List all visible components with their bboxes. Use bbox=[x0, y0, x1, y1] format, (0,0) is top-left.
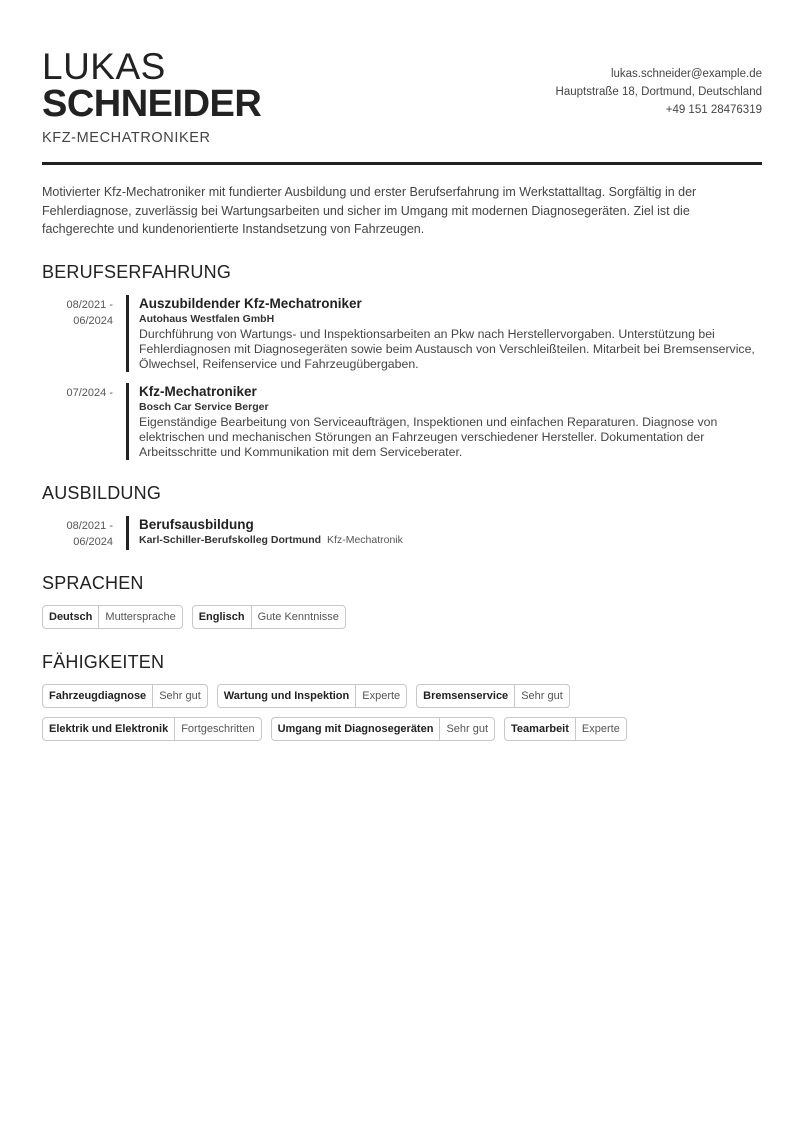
skill-name: Wartung und Inspektion bbox=[218, 685, 356, 707]
skill-tags bbox=[42, 684, 642, 741]
entry-dates bbox=[42, 295, 126, 372]
skill-tag bbox=[217, 684, 407, 708]
skill-level: Fortgeschritten bbox=[181, 722, 255, 735]
school-line bbox=[139, 533, 762, 548]
skill-name: Fahrzeugdiagnose bbox=[43, 685, 153, 707]
entry-body bbox=[126, 383, 762, 460]
company-name: Autohaus Westfalen GmbH bbox=[139, 312, 275, 325]
skill-level: Experte bbox=[362, 689, 401, 702]
date-end: 06/2024 bbox=[73, 314, 113, 327]
school-name: Karl-Schiller-Berufskolleg Dortmund bbox=[139, 533, 322, 546]
skill-tag bbox=[42, 717, 262, 741]
entry-body bbox=[126, 295, 762, 372]
section-title-languages: SPRACHEN bbox=[42, 572, 144, 593]
job-description: Eigenständige Bearbeitung von Serviceaufträgen, Inspektionen und einfachen Reparaturen. Diagnose von elektrischen und mechanischen Störungen an Fahrzeugen verschiedener Hersteller. Dokumentation der Arbeitsschritte und Kommunikation mit dem Serviceberater. bbox=[139, 414, 718, 459]
experience-entry bbox=[42, 295, 762, 372]
date-start: 08/2021 - bbox=[66, 519, 113, 532]
contact-phone[interactable]: +49 151 28476319 bbox=[665, 104, 762, 116]
job-description: Durchführung von Wartungs- und Inspektionsarbeiten an Pkw nach Herstellervorgaben. Unterstützung bei Fehlerdiagnosen mit Diagnosegeräten sowie beim Austausch von Verschleißteilen. Mitarbeit bei Bremsenservice, Ölwechsel, Reifenservice und Fahrzeugübergaben. bbox=[139, 326, 755, 371]
contact-address: Hauptstraße 18, Dortmund, Deutschland bbox=[555, 86, 762, 98]
date-end: 06/2024 bbox=[73, 535, 113, 548]
last-name: SCHNEIDER bbox=[42, 83, 262, 125]
date-start: 08/2021 - bbox=[66, 298, 113, 311]
skill-level: Sehr gut bbox=[446, 722, 489, 735]
job-role: Auszubildender Kfz-Mechatroniker bbox=[139, 295, 362, 311]
skill-level: Experte bbox=[581, 722, 620, 735]
profile-summary: Motivierter Kfz-Mechatroniker mit fundierter Ausbildung und erster Berufserfahrung im Werkstattalltag. Sorgfältig in der Fehlerdiagnose, zuverlässig bei Wartungsarbeiten und sicher im Umgang mit modernen Diagnosegeräten. Ziel ist die fachgerechte und kundenorientierte Instandsetzung von Fahrzeugen. bbox=[42, 185, 697, 236]
date-start: 07/2024 - bbox=[66, 386, 113, 399]
section-title-skills: FÄHIGKEITEN bbox=[42, 651, 165, 672]
section-title-education: AUSBILDUNG bbox=[42, 482, 162, 503]
language-level: Gute Kenntnisse bbox=[257, 610, 339, 623]
skill-tag bbox=[271, 717, 495, 741]
language-tag bbox=[192, 605, 346, 629]
contact-block bbox=[556, 65, 762, 119]
skill-tag bbox=[504, 717, 627, 741]
skill-name: Teamarbeit bbox=[505, 718, 576, 740]
job-role: Kfz-Mechatroniker bbox=[139, 383, 257, 399]
language-name: Deutsch bbox=[43, 606, 99, 628]
first-name: LUKAS bbox=[42, 46, 166, 87]
job-title: KFZ-MECHATRONIKER bbox=[42, 130, 211, 146]
skill-tag bbox=[416, 684, 570, 708]
skill-level: Sehr gut bbox=[521, 689, 563, 702]
entry-body bbox=[126, 516, 762, 550]
degree-name: Berufsausbildung bbox=[139, 516, 254, 532]
contact-email[interactable]: lukas.schneider@example.de bbox=[610, 68, 762, 80]
skill-name: Elektrik und Elektronik bbox=[43, 718, 175, 740]
resume-header bbox=[42, 0, 762, 165]
skill-level: Sehr gut bbox=[159, 689, 201, 702]
language-name: Englisch bbox=[193, 606, 252, 628]
section-title-experience: BERUFSERFAHRUNG bbox=[42, 261, 232, 282]
study-field: Kfz-Mechatronik bbox=[327, 533, 403, 546]
entry-dates bbox=[42, 516, 126, 550]
entry-dates bbox=[42, 383, 126, 460]
skill-name: Umgang mit Diagnosegeräten bbox=[272, 718, 441, 740]
company-name: Bosch Car Service Berger bbox=[139, 400, 269, 413]
skill-tag bbox=[42, 684, 208, 708]
language-tag bbox=[42, 605, 183, 629]
language-level: Muttersprache bbox=[105, 610, 176, 623]
skill-name: Bremsenservice bbox=[417, 685, 515, 707]
education-entry bbox=[42, 516, 762, 550]
language-tags bbox=[42, 605, 762, 629]
experience-entry bbox=[42, 383, 762, 460]
